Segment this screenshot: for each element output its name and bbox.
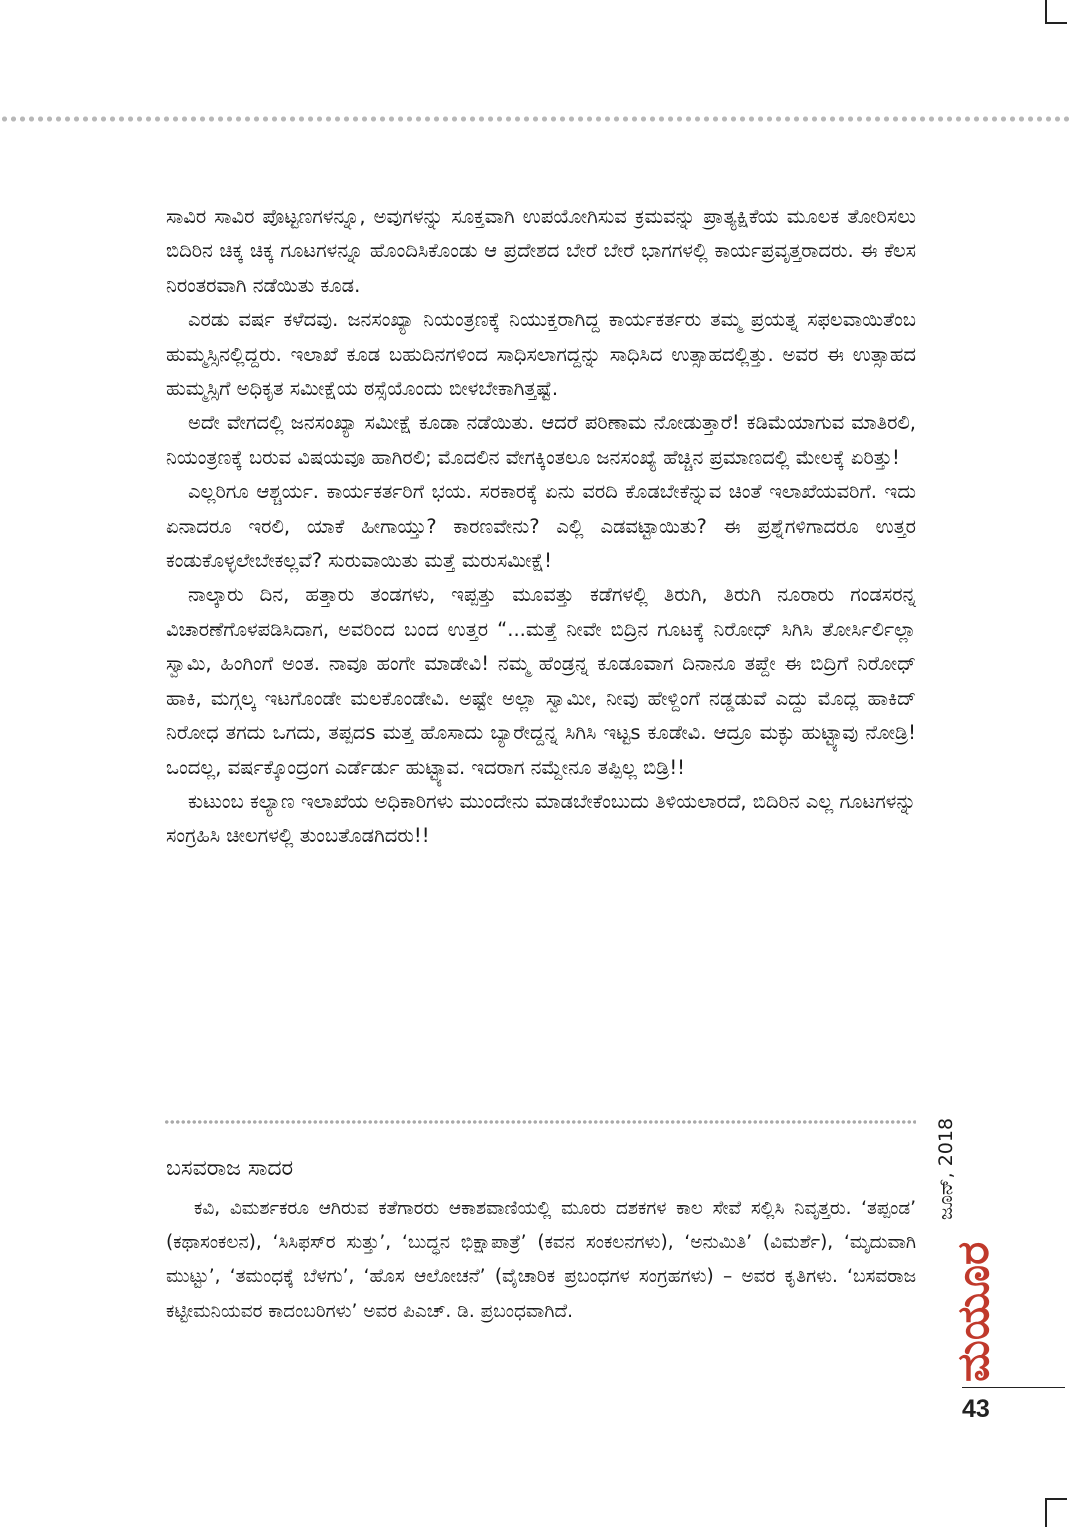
author-bio: ಕವಿ, ವಿಮರ್ಶಕರೂ ಆಗಿರುವ ಕತೆಗಾರರು ಆಕಾಶವಾಣಿಯಲ್ಲಿ ಮೂರು ದಶಕಗಳ ಕಾಲ ಸೇವೆ ಸಲ್ಲಿಸಿ ನಿವೃತ್ತರು. ‘ತಪ್ಪಂಡ’ (ಕಥಾಸಂಕಲನ), ‘ಸಿಸಿಫಸ್‌ರ ಸುತ್ತು’, ‘ಬುದ್ಧನ ಭಿಕ್ಷಾಪಾತ್ರೆ’ (ಕವನ ಸಂಕಲನಗಳು), ‘ಅನುಮಿತಿ’ (ವಿಮರ್ಶೆ), ‘ಮೃದುವಾಗಿ ಮುಟ್ಟು’, ‘ತಮಂಧಕ್ಕೆ ಬೆಳಗು’, ‘ಹೊಸ ಆಲೋಚನೆ’ (ವೈಚಾರಿಕ ಪ್ರಬಂಧಗಳ ಸಂಗ್ರಹಗಳು) – ಅವರ ಕೃತಿಗಳು. ‘ಬಸವರಾಜ ಕಟ್ಟೀಮನಿಯವರ ಕಾದಂಬರಿಗಳು’ ಅವರ ಪಿಎಚ್. ಡಿ. ಪ್ರಬಂಧವಾಗಿದೆ. [166,1198,916,1322]
crop-mark-top [1045,0,1067,24]
story-paragraph: ಎಲ್ಲರಿಗೂ ಆಶ್ಚರ್ಯ. ಕಾರ್ಯಕರ್ತರಿಗೆ ಭಯ. ಸರಕಾರಕ್ಕೆ ಏನು ವರದಿ ಕೊಡಬೇಕೆನ್ನುವ ಚಿಂತೆ ಇಲಾಖೆಯವರಿಗೆ. ಇದು ಏನಾದರೂ ಇರಲಿ, ಯಾಕೆ ಹೀಗಾಯ್ತು? ಕಾರಣವೇನು? ಎಲ್ಲಿ ಎಡವಟ್ಟಾಯಿತು? ಈ ಪ್ರಶ್ನೆಗಳಿಗಾದರೂ ಉತ್ತರ ಕಂಡುಕೊಳ್ಳಲೇಬೇಕಲ್ಲವೆ? ಸುರುವಾಯಿತು ಮತ್ತೆ ಮರುಸಮೀಕ್ಷೆ! [166,480,916,573]
page-number: 43 [962,1395,990,1423]
story-paragraph: ಅದೇ ವೇಗದಲ್ಲಿ ಜನಸಂಖ್ಯಾ ಸಮೀಕ್ಷೆ ಕೂಡಾ ನಡೆಯಿತು. ಆದರೆ ಪರಿಣಾಮ ನೋಡುತ್ತಾರೆ! ಕಡಿಮೆಯಾಗುವ ಮಾತಿರಲಿ, ನಿಯಂತ್ರಣಕ್ಕೆ ಬರುವ ವಿಷಯವೂ ಹಾಗಿರಲಿ; ಮೊದಲಿನ ವೇಗಕ್ಕಿಂತಲೂ ಜನಸಂಖ್ಯೆ ಹೆಚ್ಚಿನ ಪ್ರಮಾಣದಲ್ಲಿ ಮೇಲಕ್ಕೆ ಏರಿತ್ತು! [166,411,916,469]
author-name: ಬಸವರಾಜ ಸಾದರ [166,1156,294,1181]
dotted-divider-bio [164,1120,916,1124]
story-body [166,200,916,854]
story-paragraph: ಎರಡು ವರ್ಷ ಕಳೆದವು. ಜನಸಂಖ್ಯಾ ನಿಯಂತ್ರಣಕ್ಕೆ ನಿಯುಕ್ತರಾಗಿದ್ದ ಕಾರ್ಯಕರ್ತರು ತಮ್ಮ ಪ್ರಯತ್ನ ಸಫಲವಾಯಿತೆಂಬ ಹುಮ್ಮಸ್ಸಿನಲ್ಲಿದ್ದರು. ಇಲಾಖೆ ಕೂಡ ಬಹುದಿನಗಳಿಂದ ಸಾಧಿಸಲಾಗದ್ದನ್ನು ಸಾಧಿಸಿದ ಉತ್ಸಾಹದಲ್ಲಿತ್ತು. ಅವರ ಈ ಉತ್ಸಾಹದ ಹುಮ್ಮಸ್ಸಿಗೆ ಅಧಿಕೃತ ಸಮೀಕ್ಷೆಯ ಠಸ್ಸೆಯೊಂದು ಬೀಳಬೇಕಾಗಿತ್ತಷ್ಟೆ. [166,308,916,401]
story-paragraph: ಸಾವಿರ ಸಾವಿರ ಪೊಟ್ಟಣಗಳನ್ನೂ, ಅವುಗಳನ್ನು ಸೂಕ್ತವಾಗಿ ಉಪಯೋಗಿಸುವ ಕ್ರಮವನ್ನು ಪ್ರಾತ್ಯಕ್ಷಿಕೆಯ ಮೂಲಕ ತೋರಿಸಲು ಬಿದಿರಿನ ಚಿಕ್ಕ ಚಿಕ್ಕ ಗೂಟಗಳನ್ನೂ ಹೊಂದಿಸಿಕೊಂಡು ಆ ಪ್ರದೇಶದ ಬೇರೆ ಬೇರೆ ಭಾಗಗಳಲ್ಲಿ ಕಾರ್ಯಪ್ರವೃತ್ತರಾದರು. ಈ ಕೆಲಸ ನಿರಂತರವಾಗಿ ನಡೆಯಿತು ಕೂಡ. [166,205,916,297]
magazine-logo: ಮಯೂರ [948,1241,999,1382]
dotted-divider-top [0,116,1072,122]
story-paragraph: ನಾಲ್ಕಾರು ದಿನ, ಹತ್ತಾರು ತಂಡಗಳು, ಇಪ್ಪತ್ತು ಮೂವತ್ತು ಕಡೆಗಳಲ್ಲಿ ತಿರುಗಿ, ತಿರುಗಿ ನೂರಾರು ಗಂಡಸರನ್ನ ವಿಚಾರಣೆಗೊಳಪಡಿಸಿದಾಗ, ಅವರಿಂದ ಬಂದ ಉತ್ತರ “...ಮತ್ತೆ ನೀವೇ ಬಿದ್ರಿನ ಗೂಟಕ್ಕೆ ನಿರೋಧ್ ಸಿಗಿಸಿ ತೋರ್ಸಿರ್ಲಿಲ್ಲಾ ಸ್ವಾಮಿ, ಹಿಂಗಿಂಗೆ ಅಂತ. ನಾವೂ ಹಂಗೇ ಮಾಡೇವಿ! ನಮ್ಮ ಹೆಂಡ್ರನ್ನ ಕೂಡೂವಾಗ ದಿನಾನೂ ತಪ್ದೇ ಈ ಬಿದ್ರಿಗೆ ನಿರೋಧ್ ಹಾಕಿ, ಮಗ್ಗಲ್ಕ ಇಟಗೊಂಡೇ ಮಲಕೊಂಡೇವಿ. ಅಷ್ಟೇ ಅಲ್ಲಾ ಸ್ವಾಮೀ, ನೀವು ಹೇಳ್ದಿಂಗೆ ನಡ್ಡಡುವೆ ಎದ್ದು ಮೊದ್ಲ ಹಾಕಿದ್ ನಿರೋಧ ತಗದು ಒಗದು, ತಪ್ಪದs ಮತ್ತ ಹೊಸಾದು ಬ್ಯಾರೇದ್ದನ್ನ ಸಿಗಿಸಿ ಇಟ್ಟs ಕೂಡೇವಿ. ಆದ್ರೂ ಮಕ್ಳು ಹುಟ್ಟ್ಯಾವು ನೋಡ್ರಿ! ಒಂದಲ್ಲ, ವರ್ಷಕ್ಕೊಂದ್ರಂಗ ಎರ್ಡೆರ್ಡು ಹುಟ್ಟ್ಯಾವ. ಇದರಾಗ ನಮ್ದೇನೂ ತಪ್ಪಿಲ್ಲ ಬಿಡ್ರಿ!! [166,583,916,779]
crop-mark-bottom [1045,1498,1067,1527]
story-paragraph: ಕುಟುಂಬ ಕಲ್ಯಾಣ ಇಲಾಖೆಯ ಅಧಿಕಾರಿಗಳು ಮುಂದೇನು ಮಾಡಬೇಕೆಂಬುದು ತಿಳಿಯಲಾರದೆ, ಬಿದಿರಿನ ಎಲ್ಲ ಗೂಟಗಳನ್ನು ಸಂಗ್ರಹಿಸಿ ಚೀಲಗಳಲ್ಲಿ ತುಂಬತೊಡಗಿದರು!! [166,789,917,848]
issue-date: ಜೂನ್, 2018 [935,1117,957,1220]
page-number-rule [962,1387,1065,1388]
